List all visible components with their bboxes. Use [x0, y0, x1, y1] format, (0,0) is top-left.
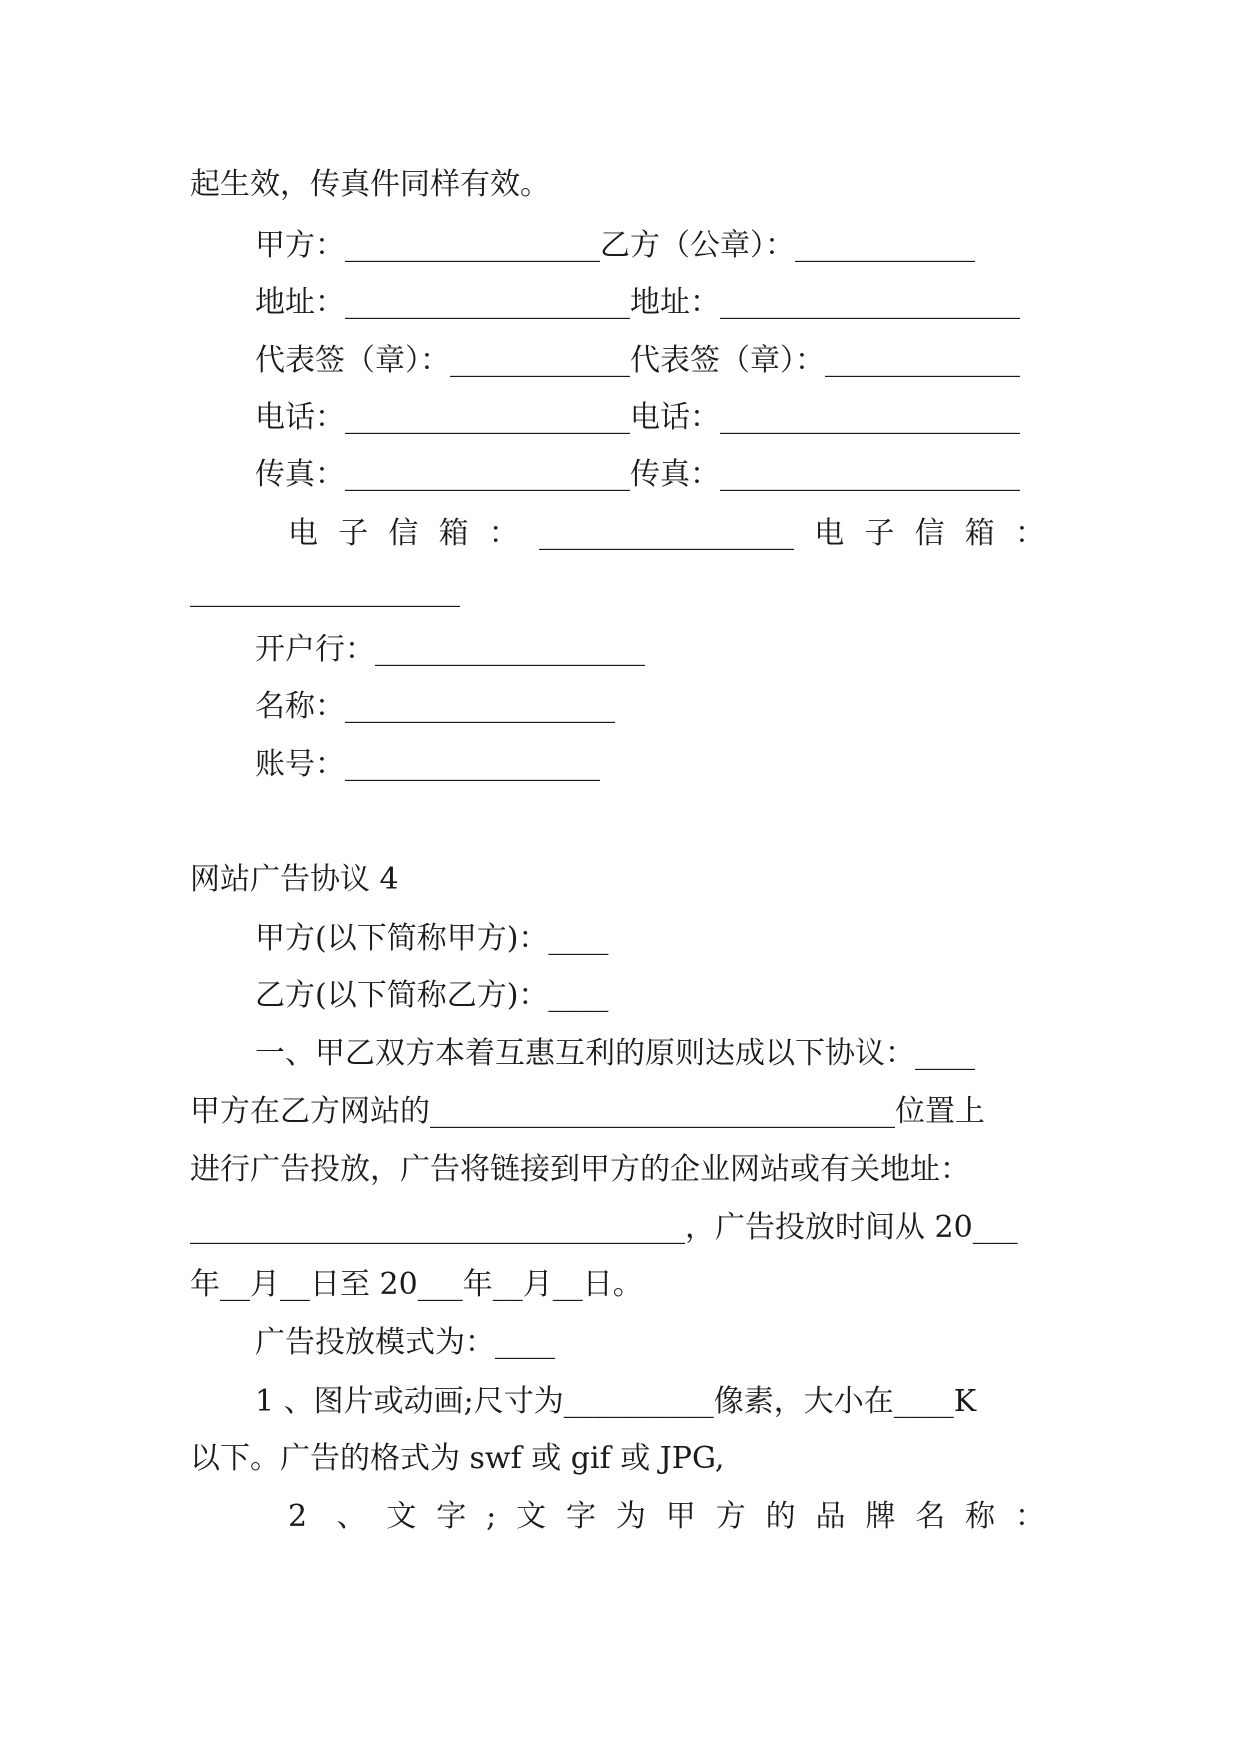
ad-mode-line: 广告投放模式为：____: [255, 1325, 555, 1360]
sig-name-line: 名称：__________________: [255, 689, 615, 724]
sig-phone-line: 电话：___________________电话：____________________: [255, 400, 1020, 435]
sig-party-line: 甲方：_________________乙方（公章）：____________: [255, 228, 975, 263]
clause-1-line-3: 进行广告投放，广告将链接到甲方的企业网站或有关地址：: [190, 1152, 970, 1187]
item-2-line-1: 2 、文字;文字为甲方的品牌名称：: [288, 1499, 1045, 1534]
clause-1-line-1: 一、甲乙双方本着互惠互利的原则达成以下协议：____: [255, 1036, 975, 1071]
sig-email-line: 电子信箱：_________________电子信箱：: [288, 516, 1045, 551]
section-title: 网站广告协议 4: [190, 862, 399, 897]
item-1-line-2: 以下。广告的格式为 swf 或 gif 或 JPG,: [190, 1441, 725, 1476]
sig-account-line: 账号：_________________: [255, 747, 600, 782]
sig-email-continuation: __________________: [190, 573, 460, 608]
item-1-line-1: 1 、图片或动画;尺寸为__________像素，大小在____K: [255, 1384, 977, 1419]
party-b-line: 乙方(以下简称乙方)：____: [255, 978, 609, 1013]
clause-1-line-2: 甲方在乙方网站的_______________________________位置上: [190, 1094, 985, 1129]
sig-address-line: 地址：___________________地址：____________________: [255, 285, 1020, 320]
clause-1-line-4: _________________________________，广告投放时间从 20___: [190, 1210, 1018, 1245]
sig-bank-line: 开户行：__________________: [255, 632, 645, 667]
sig-fax-line: 传真：___________________传真：____________________: [255, 457, 1020, 492]
prev-clause-tail: 起生效，传真件同样有效。: [190, 167, 550, 202]
party-a-line: 甲方(以下简称甲方)：____: [255, 921, 609, 956]
clause-1-line-5: 年__月__日至 20___年__月__日。: [190, 1267, 643, 1302]
sig-representative-line: 代表签（章）：____________代表签（章）：_____________: [255, 343, 1020, 378]
